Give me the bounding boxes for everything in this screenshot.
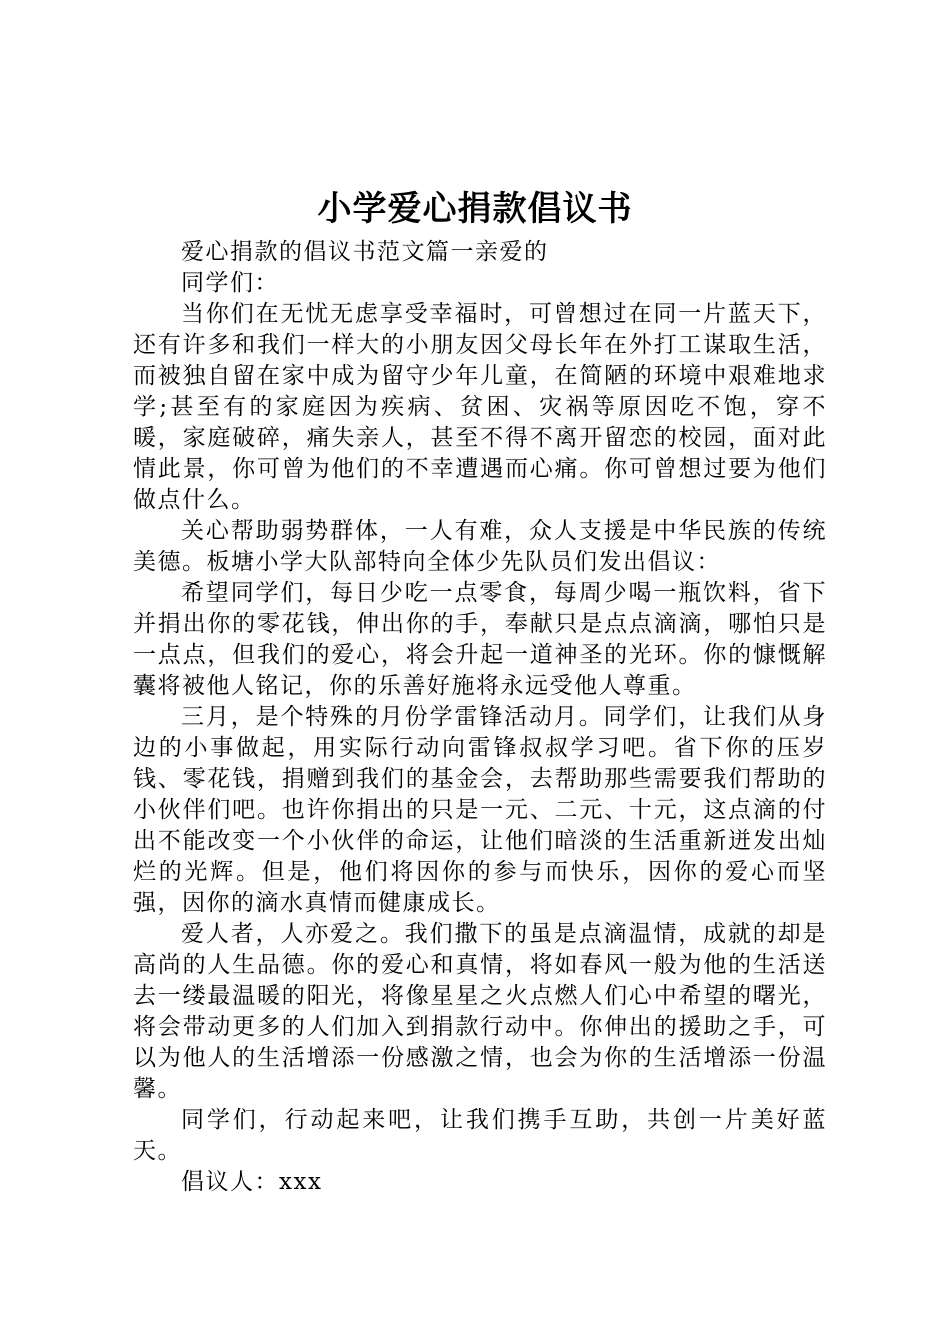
paragraph-2: 关心帮助弱势群体，一人有难，众人支援是中华民族的传统美德。板塘小学大队部特向全体少先队员们发出倡议： <box>133 518 827 575</box>
paragraph-5: 爱人者，人亦爱之。我们撒下的虽是点滴温情，成就的却是高尚的人生品德。你的爱心和真情，将如春风一般为他的生活送去一缕最温暖的阳光，将像星星之火点燃人们心中希望的曙光，将会带动更多的人们加入到捐款行动中。你伸出的援助之手，可以为他人的生活增添一份感激之情，也会为你的生活增添一份温馨。 <box>133 921 827 1102</box>
paragraph-intro: 爱心捐款的倡议书范文篇一亲爱的 <box>181 239 549 265</box>
document-body <box>133 237 827 1198</box>
document-title: 小学爱心捐款倡议书 <box>317 189 633 229</box>
paragraph-4: 三月，是个特殊的月份学雷锋活动月。同学们，让我们从身边的小事做起，用实际行动向雷锋叔叔学习吧。省下你的压岁钱、零花钱，捐赠到我们的基金会，去帮助那些需要我们帮助的小伙伴们吧。也许你捐出的只是一元、二元、十元，这点滴的付出不能改变一个小伙伴的命运，让他们暗淡的生活重新迸发出灿烂的光辉。但是，他们将因你的参与而快乐，因你的爱心而坚强，因你的滴水真情而健康成长。 <box>133 704 827 916</box>
paragraph-1: 当你们在无忧无虑享受幸福时，可曾想过在同一片蓝天下，还有许多和我们一样大的小朋友因父母长年在外打工谋取生活，而被独自留在家中成为留守少年儿童，在简陋的环境中艰难地求学;甚至有的家庭因为疾病、贫困、灾祸等原因吃不饱，穿不暖，家庭破碎，痛失亲人，甚至不得不离开留恋的校园，面对此情此景，你可曾为他们的不幸遭遇而心痛。你可曾想过要为他们做点什么。 <box>133 301 827 513</box>
signature-line: 倡议人：xxx <box>181 1169 323 1195</box>
paragraph-6: 同学们，行动起来吧，让我们携手互助，共创一片美好蓝天。 <box>133 1107 827 1164</box>
paragraph-salutation: 同学们： <box>181 270 279 296</box>
paragraph-3: 希望同学们，每日少吃一点零食，每周少喝一瓶饮料，省下并捐出你的零花钱，伸出你的手，奉献只是点点滴滴，哪怕只是一点点，但我们的爱心，将会升起一道神圣的光环。你的慷慨解囊将被他人铭记，你的乐善好施将永远受他人尊重。 <box>133 580 827 699</box>
